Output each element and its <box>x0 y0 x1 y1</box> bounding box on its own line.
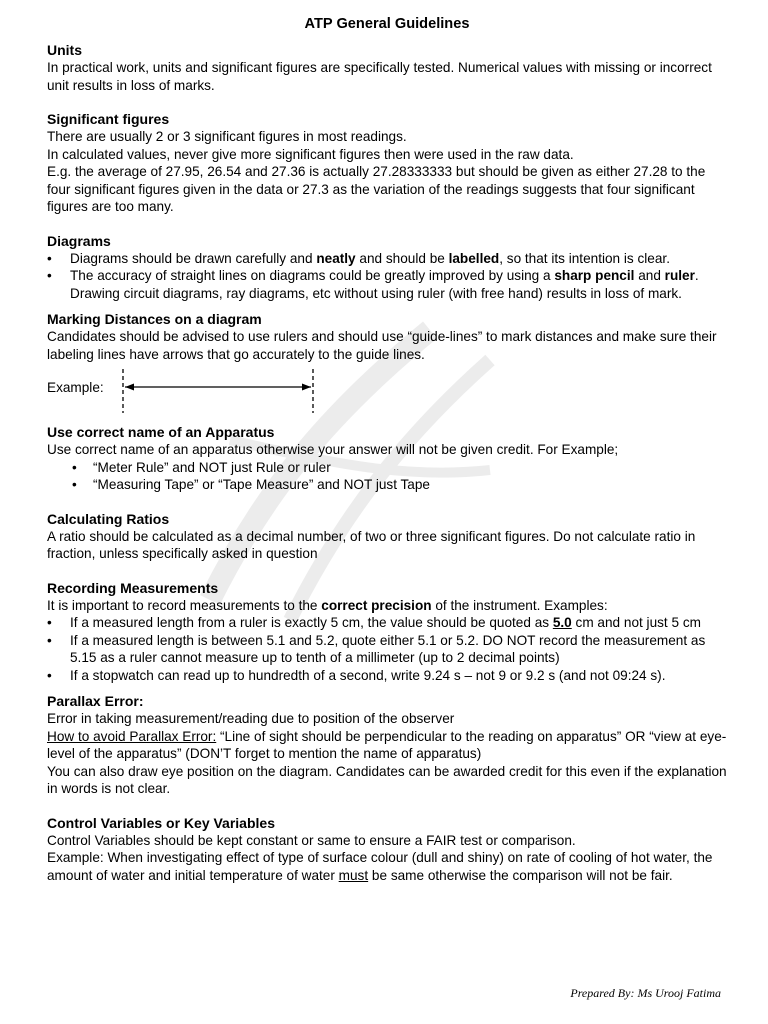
ratios-heading: Calculating Ratios <box>47 510 170 527</box>
text-run: and should be <box>355 250 449 266</box>
emphasis-5-0: 5.0 <box>552 615 572 630</box>
footer-author: Prepared By: Ms Urooj Fatima <box>570 986 721 1000</box>
document-body <box>47 15 727 900</box>
text-run: of the instrument. Examples: <box>431 597 608 613</box>
recording-heading: Recording Measurements <box>47 579 219 596</box>
sigfig-line-2: In calculated values, never give more significant figures then were used in the raw data. <box>47 146 574 162</box>
parallax-line-1: Error in taking measurement/reading due to position of the observer <box>47 711 455 726</box>
text-run: Diagrams should be drawn carefully and <box>70 250 317 266</box>
guide-line-arrow-diagram <box>117 367 327 415</box>
text-run: and <box>634 268 665 283</box>
text-run: “Line of sight should be perpendicular to the reading on apparatus” OR “view at eye-level of the apparatus” (DON’T forget to mention the name of apparatus) <box>47 728 727 761</box>
list-item: • If a measured length is between 5.1 and 5.2, quote either 5.1 or 5.2. DO NOT record the measurement as 5.15 as a ruler cannot measure up to tenth of a millimeter (up to 2 decimal points) <box>47 632 727 667</box>
text-run: The accuracy of straight lines on diagrams could be greatly improved by using a <box>70 268 555 283</box>
section-units <box>47 41 727 94</box>
underlined-run: How to avoid Parallax Error: <box>47 728 217 744</box>
diagrams-list <box>47 250 727 303</box>
section-apparatus <box>47 423 727 494</box>
control-heading: Control Variables or Key Variables <box>47 814 275 831</box>
example-label: Example: <box>47 380 104 395</box>
section-recording <box>47 579 727 685</box>
control-line-1: Control Variables should be kept constant or same to ensure a FAIR test or comparison. <box>47 832 576 848</box>
list-item: • If a stopwatch can read up to hundredth of a second, write 9.24 s – not 9 or 9.2 s (and not 09:24 s). <box>47 667 727 685</box>
diagrams-heading: Diagrams <box>47 232 111 249</box>
text-run: Example: When investigating effect of type of surface colour (dull and shiny) on rate of cooling of hot water, the amount of water and initial temperature of water <box>47 850 713 883</box>
parallax-heading: Parallax Error: <box>47 693 144 709</box>
emphasis-neatly: neatly <box>316 250 356 266</box>
apparatus-heading: Use correct name of an Apparatus <box>47 424 275 440</box>
example-diagram <box>47 367 727 415</box>
parallax-line-2 <box>47 728 727 763</box>
units-heading: Units <box>47 42 82 58</box>
emphasis-ruler: ruler <box>664 268 695 283</box>
text-run: cm and not just 5 cm <box>571 615 701 630</box>
recording-intro <box>47 597 727 615</box>
emphasis-correct-precision: correct precision <box>321 597 432 613</box>
marking-heading: Marking Distances on a diagram <box>47 311 262 327</box>
section-diagrams <box>47 232 727 303</box>
emphasis-sharp-pencil: sharp pencil <box>554 268 635 283</box>
sigfig-line-3: E.g. the average of 27.95, 26.54 and 27.36 is actually 27.28333333 but should be given as either 27.28 to the four significant figures given in the data or 27.3 as the variation of the readings suggests that four significant figures are too many. <box>47 164 706 214</box>
underlined-must: must <box>338 867 369 883</box>
recording-list <box>47 614 727 684</box>
section-parallax <box>47 692 727 798</box>
text-run: If a measured length from a ruler is exactly 5 cm, the value should be quoted as <box>70 615 553 630</box>
list-item <box>47 614 727 632</box>
units-body: In practical work, units and significant figures are specifically tested. Numerical values with missing or incorrect unit results in loss of marks. <box>47 60 712 93</box>
list-item: • “Meter Rule” and NOT just Rule or ruler <box>47 459 727 477</box>
list-item <box>47 267 727 302</box>
parallax-line-3: You can also draw eye position on the diagram. Candidates can be awarded credit for this even if the explanation in words is not clear. <box>47 763 727 796</box>
section-control-variables <box>47 814 727 885</box>
page-title: ATP General Guidelines <box>304 16 470 32</box>
list-item: • “Measuring Tape” or “Tape Measure” and NOT just Tape <box>47 476 727 494</box>
list-item <box>47 250 727 268</box>
marking-body: Candidates should be advised to use rulers and should use “guide-lines” to mark distances and make sure their labeling lines have arrows that go accurately to the guide lines. <box>47 329 717 362</box>
section-marking-distances <box>47 310 727 415</box>
text-run: . Drawing circuit diagrams, ray diagrams, etc without using ruler (with free hand) results in loss of mark. <box>70 268 699 301</box>
section-ratios <box>47 510 727 563</box>
apparatus-list <box>47 459 727 494</box>
sigfig-heading: Significant figures <box>47 111 170 127</box>
left-arrowhead <box>125 384 134 391</box>
section-significant-figures <box>47 110 727 216</box>
ratios-body: A ratio should be calculated as a decimal number, of two or three significant figures. Do not calculate ratio in fraction, unless specifically asked in question <box>47 528 696 561</box>
text-run: be same otherwise the comparison will not be fair. <box>368 867 673 883</box>
control-line-2 <box>47 849 727 884</box>
text-run: It is important to record measurements to the <box>47 597 322 613</box>
sigfig-line-1: There are usually 2 or 3 significant figures in most readings. <box>47 129 407 144</box>
emphasis-labelled: labelled <box>448 250 500 266</box>
text-run: , so that its intention is clear. <box>499 250 670 266</box>
right-arrowhead <box>302 384 311 391</box>
apparatus-body: Use correct name of an apparatus otherwise your answer will not be given credit. For Example; <box>47 442 619 457</box>
